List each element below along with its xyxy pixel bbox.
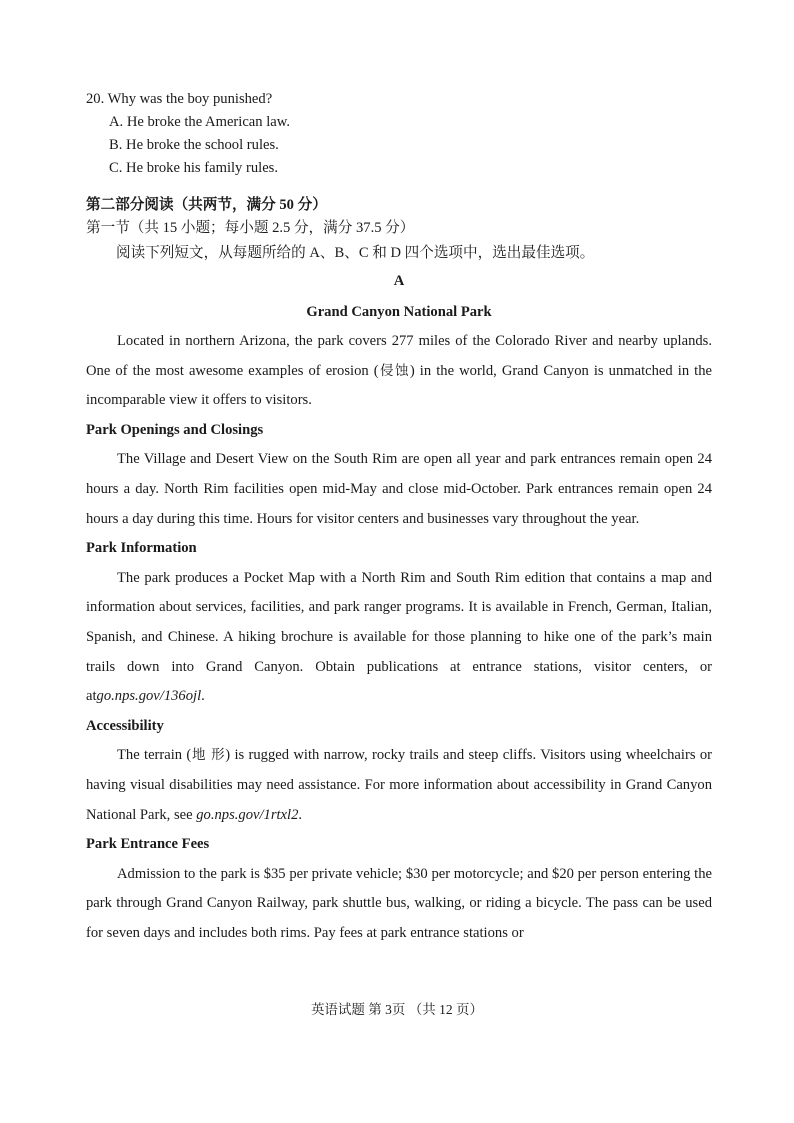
accessibility-end: .	[298, 806, 303, 823]
question-option-b: B. He broke the school rules.	[109, 137, 279, 153]
accessibility-text-start: The terrain (	[117, 747, 192, 764]
section-instruction: 阅读下列短文，从每题所给的 A、B、C 和 D 四个选项中，选出最佳选项。	[116, 245, 595, 261]
accessibility-gloss: 地 形	[191, 747, 226, 764]
section-title: 第二部分阅读（共两节，满分 50 分）	[86, 197, 327, 213]
information-paragraph	[86, 564, 712, 712]
information-link[interactable]: go.nps.gov/136ojl	[96, 688, 202, 705]
information-end: .	[201, 688, 205, 705]
question-option-a: A. He broke the American law.	[109, 114, 291, 130]
openings-paragraph: The Village and Desert View on the South Rim are open all year and park entrances remain open 24 hours a day. North Rim facilities open mid-May and close mid-October. Park entrances remain open 24 hours a day during this time. Hours for visitor centers and businesses vary throughout the year.	[86, 451, 712, 527]
fees-heading: Park Entrance Fees	[86, 836, 210, 853]
intro-gloss: 侵蚀	[378, 362, 410, 379]
exam-page	[86, 88, 712, 948]
openings-heading: Park Openings and Closings	[86, 421, 264, 438]
intro-text-start: Located in northern Arizona, the park covers 277 miles of the Colorado River and nearby uplands. One of the most awesome examples of erosion (	[86, 333, 712, 379]
intro-paragraph	[86, 327, 712, 416]
fees-paragraph: Admission to the park is $35 per private vehicle; $30 per motorcycle; and $20 per person entering the park through Grand Canyon Railway, park shuttle bus, walking, or riding a bicycle. The pass can be used for seven days and includes both rims. Pay fees at park entrance stations or	[86, 865, 712, 941]
passage-title: Grand Canyon National Park	[306, 304, 492, 320]
question-stem: 20. Why was the boy punished?	[86, 91, 273, 107]
accessibility-paragraph	[86, 741, 712, 830]
question-option-c: C. He broke his family rules.	[109, 160, 279, 176]
accessibility-text-end: ) is rugged with narrow, rocky trails and steep cliffs. Visitors using wheelchairs or having visual disabilities may need assistance. For more information about accessibility in Grand Canyon National Park, see	[86, 747, 712, 823]
passage-letter: A	[393, 273, 405, 289]
accessibility-heading: Accessibility	[86, 717, 164, 734]
information-heading: Park Information	[86, 540, 197, 557]
information-text: The park produces a Pocket Map with a North Rim and South Rim edition that contains a map and information about services, facilities, and park ranger programs. It is available in French, German, Italian, Spanish, and Chinese. A hiking brochure is available for those planning to hike one of the park’s main trails down into Grand Canyon. Obtain publications at entrance stations, visitor centers, or at	[86, 569, 712, 705]
subsection-title: 第一节（共 15 小题；每小题 2.5 分，满分 37.5 分）	[86, 220, 415, 236]
page-footer: 英语试题 第 3页 （共 12 页）	[310, 1002, 484, 1017]
intro-text-end: ) in the world, Grand Canyon is unmatched in the incomparable view it offers to visitors.	[86, 362, 713, 409]
accessibility-link[interactable]: go.nps.gov/1rtxl2	[196, 806, 299, 823]
